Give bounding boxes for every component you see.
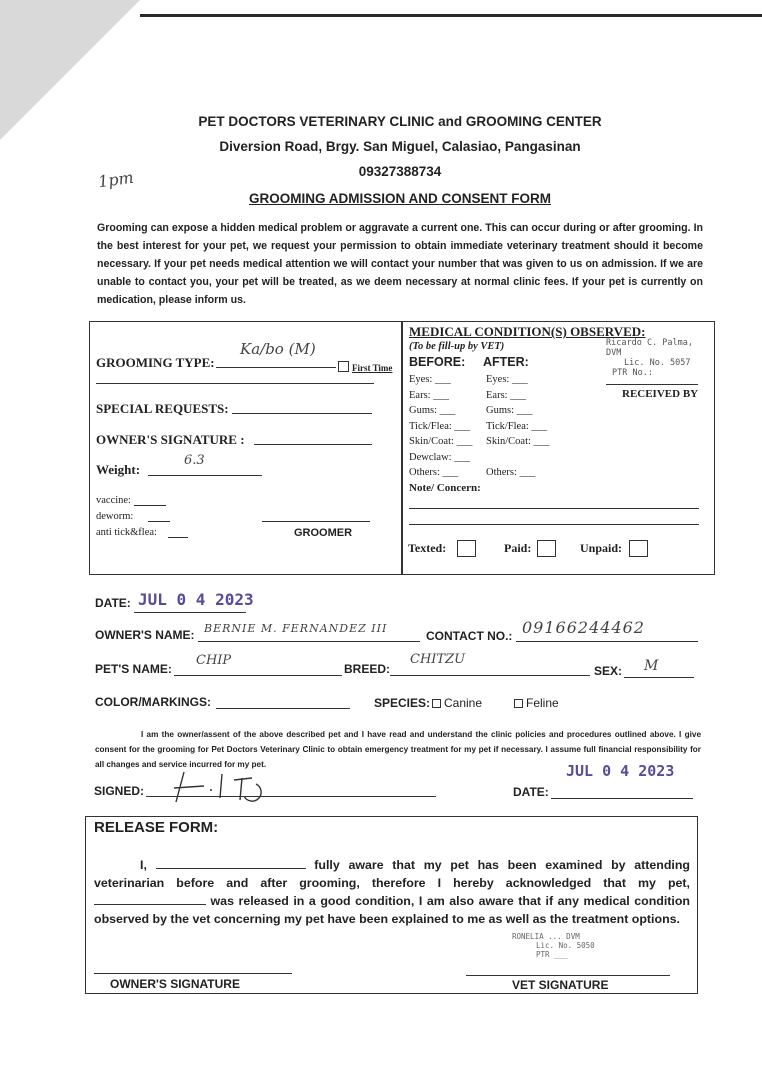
release-pet-name-blank[interactable]	[94, 892, 206, 905]
release-owner-signature-label: OWNER'S SIGNATURE	[110, 977, 240, 991]
after-item: Eyes: ___	[486, 374, 528, 385]
release-vet-stamp-license: Lic. No. 5050	[536, 941, 595, 950]
before-item: Gums: ___	[409, 405, 456, 416]
paid-checkbox[interactable]	[537, 540, 556, 557]
vet-stamp-license: Lic. No. 5057	[624, 358, 691, 368]
signature-date-field[interactable]	[551, 784, 693, 799]
deworm-field[interactable]	[148, 510, 170, 522]
species-canine-option[interactable]	[432, 696, 482, 710]
special-requests-label: SPECIAL REQUESTS:	[96, 401, 229, 416]
intro-paragraph: Grooming can expose a hidden medical problem or aggravate a current one. This can occur during or after grooming. In the best interest for your pet, we request your permission to obtain immediate veterinary treatment should it become necessary. If your pet needs medical attention we will contact your number that was given to us on admission. If we are unable to contact you, your pet will be treated, as we deem necessary at normal clinic fees. If your pet is currently on medication, please inform us.	[97, 222, 703, 306]
antitick-field[interactable]	[168, 526, 188, 538]
after-list	[486, 372, 549, 481]
date-label: DATE:	[95, 596, 131, 610]
sex-value: M	[644, 658, 659, 674]
unpaid-checkbox[interactable]	[629, 540, 648, 557]
release-text-2: was released in a good condition, I am also aware that if any medical condition observed by the vet concerning my pet have been explained to me as well as the treatment options.	[94, 894, 690, 926]
weight-label: Weight:	[96, 462, 141, 477]
after-item: Tick/Flea: ___	[486, 420, 548, 432]
before-item: Dewclaw: ___	[409, 451, 470, 463]
before-item: Others: ___	[409, 467, 459, 478]
before-item: Ears: ___	[409, 389, 449, 401]
before-label: BEFORE:	[409, 355, 466, 369]
breed-value: CHITZU	[410, 652, 466, 667]
received-by-line[interactable]	[606, 383, 698, 385]
weight-value: 6.3	[184, 453, 205, 468]
form-title: GROOMING ADMISSION AND CONSENT FORM	[249, 191, 551, 206]
sex-field[interactable]	[624, 663, 694, 678]
after-item: Skin/Coat: ___	[486, 436, 550, 447]
note-label: Note/ Concern:	[409, 482, 481, 494]
contact-value: 09166244462	[522, 618, 645, 637]
checkbox-icon	[338, 361, 349, 372]
color-field[interactable]	[216, 694, 350, 709]
date-stamp: JUL 0 4 2023	[138, 590, 254, 609]
checkbox-icon	[432, 699, 441, 708]
paid-label: Paid:	[504, 541, 532, 555]
vaccine-label: vaccine:	[96, 495, 131, 506]
signature-date-label: DATE:	[513, 785, 549, 799]
pet-name-value: CHIP	[196, 653, 232, 668]
before-item: Tick/Flea: ___	[409, 420, 471, 432]
weight-field[interactable]	[148, 461, 262, 476]
grooming-type-line2	[96, 382, 374, 384]
pet-name-label: PET'S NAME:	[95, 662, 172, 676]
received-by-label: RECEIVED BY	[622, 388, 699, 400]
before-item: Eyes: ___	[409, 374, 451, 385]
owner-name-value: BERNIE M. FERNANDEZ III	[204, 622, 388, 635]
clinic-address: Diversion Road, Brgy. San Miguel, Calasiao, Pangasinan	[219, 139, 581, 154]
species-label: SPECIES:	[374, 696, 431, 710]
deworm-label: deworm:	[96, 511, 134, 522]
release-paragraph	[94, 856, 690, 928]
signed-label: SIGNED:	[94, 784, 145, 798]
owner-signature-scribble	[170, 766, 280, 806]
note-line-1[interactable]	[409, 507, 699, 509]
release-vet-stamp-ptr: PTR ___	[536, 950, 568, 959]
clinic-name: PET DOCTORS VETERINARY CLINIC and GROOMING CENTER	[198, 114, 602, 129]
color-label: COLOR/MARKINGS:	[95, 695, 211, 709]
box-divider	[401, 321, 403, 575]
grooming-type-value: Ka/bo (M)	[240, 340, 316, 358]
owner-signature-line[interactable]	[94, 972, 292, 974]
contact-label: CONTACT NO.:	[426, 629, 513, 643]
first-time-label: First Time	[352, 363, 393, 373]
note-line-2[interactable]	[409, 523, 699, 525]
species-feline-label: Feline	[526, 696, 559, 710]
antitick-label: anti tick&flea:	[96, 527, 157, 538]
signature-date-stamp: JUL 0 4 2023	[566, 762, 675, 780]
after-label: AFTER:	[483, 355, 529, 369]
consent-paragraph: I am the owner/assent of the above described pet and I have read and understand the clinic policies and procedures outlined above. I give consent for the grooming for Pet Doctors Veterinary Clinic to obtain emergency treatment for my pet if necessary. I assume full financial responsibility for all changes and service incurred for my pet.	[95, 730, 701, 769]
release-vet-signature-label: VET SIGNATURE	[512, 978, 609, 992]
release-owner-name-blank[interactable]	[156, 856, 306, 869]
texted-label: Texted:	[408, 541, 447, 555]
species-feline-option[interactable]	[514, 696, 559, 710]
checkbox-icon	[514, 699, 523, 708]
special-requests-field[interactable]	[232, 399, 372, 414]
owner-signature-label: OWNER'S SIGNATURE :	[96, 432, 245, 447]
medical-subtitle: (To be fill-up by VET)	[409, 341, 505, 352]
groomer-label: GROOMER	[294, 527, 353, 539]
release-vet-stamp	[512, 932, 595, 959]
after-item	[486, 450, 549, 466]
after-item: Others: ___	[486, 467, 536, 478]
vet-stamp-name: Ricardo C. Palma, DVM	[606, 338, 693, 358]
groomer-signature-line[interactable]	[262, 520, 370, 522]
vet-signature-line[interactable]	[466, 974, 670, 976]
vaccine-field[interactable]	[134, 494, 166, 506]
release-vet-stamp-name: RONELIA ... DVM	[512, 932, 580, 941]
texted-checkbox[interactable]	[457, 540, 476, 557]
species-canine-label: Canine	[444, 696, 483, 710]
handwritten-time: 1pm	[96, 167, 135, 192]
breed-label: BREED:	[344, 662, 391, 676]
sex-label: SEX:	[594, 664, 623, 678]
grooming-type-label: GROOMING TYPE:	[96, 355, 215, 370]
release-title: RELEASE FORM:	[94, 819, 219, 836]
after-item: Ears: ___	[486, 389, 526, 401]
vet-stamp-ptr: PTR No.:	[612, 368, 653, 378]
unpaid-label: Unpaid:	[580, 541, 623, 555]
vet-stamp	[606, 338, 706, 378]
scan-edge-line	[140, 14, 762, 17]
after-item: Gums: ___	[486, 405, 533, 416]
before-item: Skin/Coat: ___	[409, 436, 473, 447]
before-list	[409, 372, 472, 481]
first-time-checkbox[interactable]	[338, 358, 392, 376]
release-text-i: I,	[140, 858, 147, 872]
release-text-1: fully aware that my pet has been examined by attending veterinarian before and after grooming, therefore I hereby acknowledged that my pet,	[94, 858, 690, 890]
medical-title: MEDICAL CONDITION(S) OBSERVED:	[409, 324, 646, 339]
owner-name-label: OWNER'S NAME:	[95, 628, 195, 642]
owner-signature-field[interactable]	[254, 430, 372, 445]
clinic-phone: 09327388734	[358, 164, 442, 179]
